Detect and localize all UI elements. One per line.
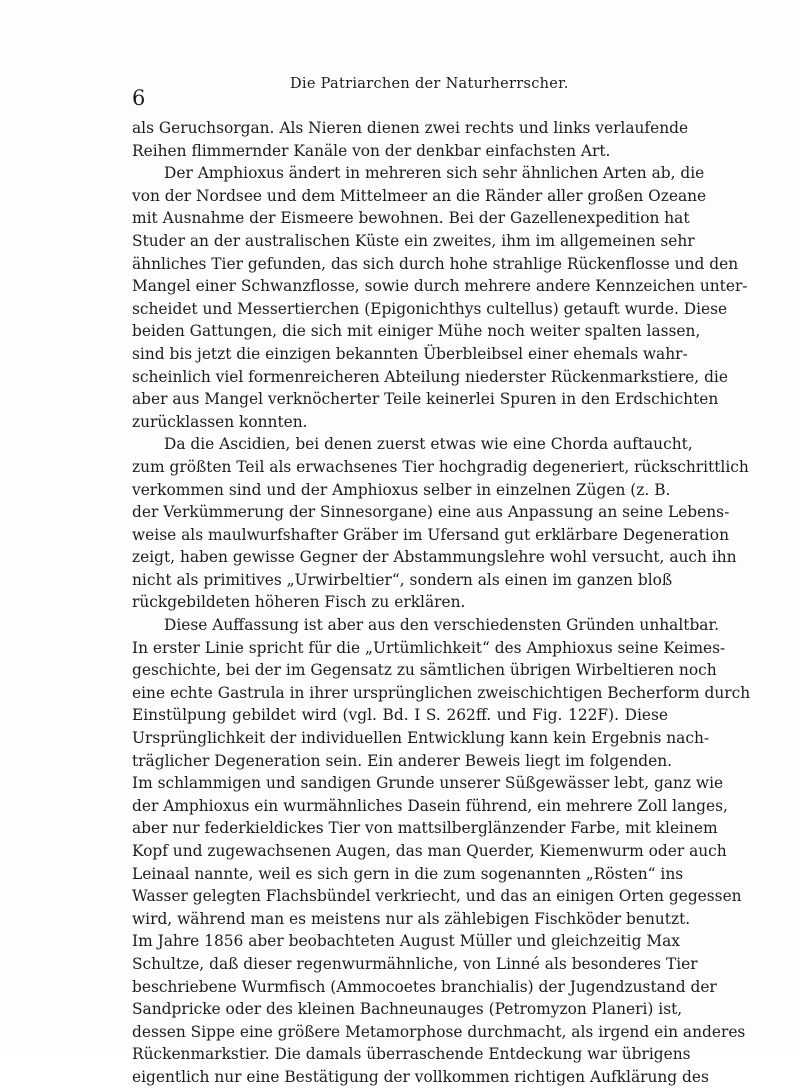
paragraph [132,162,748,433]
text-line: Sandpricke oder des kleinen Bachneunauges (Petromyzon Planeri) ist, [132,1000,683,1019]
text-line: In erster Linie spricht für die „Urtümlichkeit“ des Amphioxus seine Keimes- [132,638,726,657]
text-line: Ursprünglichkeit der individuellen Entwicklung kann kein Ergebnis nach- [132,729,710,748]
text-line: weise als maulwurfshafter Gräber im Ufersand gut erklärbare Degeneration [132,525,729,544]
text-line: Mangel einer Schwanzflosse, sowie durch mehrere andere Kennzeichen unter- [132,277,748,296]
text-line: verkommen sind und der Amphioxus selber in einzelnen Zügen (z. B. [132,480,671,499]
text-line: Reihen flimmernder Kanäle von der denkbar einfachsten Art. [132,141,611,160]
body-text [132,117,751,1089]
text-line: Schultze, daß dieser regenwurmähnliche, von Linné als besonderes Tier [132,954,698,973]
text-line: sind bis jetzt die einzigen bekannten Überbleibsel einer ehemals wahr- [132,344,688,363]
text-line: rückgebildeten höheren Fisch zu erklären. [132,593,466,612]
text-line: Der Amphioxus ändert in mehreren sich sehr ähnlichen Arten ab, die [164,164,705,183]
text-line: nicht als primitives „Urwirbeltier“, sondern als einen im ganzen bloß [132,570,673,589]
text-line: träglicher Degeneration sein. Ein anderer Beweis liegt im folgenden. [132,751,673,770]
text-line: eigentlich nur eine Bestätigung der vollkommen richtigen Aufklärung des [132,1067,709,1086]
text-line: aber aus Mangel verknöcherter Teile keinerlei Spuren in den Erdschichten [132,390,719,409]
text-line: scheinlich viel formenreicheren Abteilung niederster Rückenmarkstiere, die [132,367,728,386]
text-line: Rückenmarkstier. Die damals überraschende Entdeckung war übrigens [132,1045,691,1064]
text-line: Im Jahre 1856 aber beobachteten August Müller und gleichzeitig Max [132,932,680,951]
text-line: Kopf und zugewachsenen Augen, das man Querder, Kiemenwurm oder auch [132,842,727,860]
text-line: aber nur federkieldickes Tier von mattsilberglänzender Farbe, mit kleinem [132,819,718,838]
page-number: 6 [132,86,146,110]
text-line: der Amphioxus ein wurmähnliches Dasein führend, ein mehrere Zoll langes, [132,796,728,815]
paragraph [132,614,751,1088]
text-line: zeigt, haben gewisse Gegner der Abstammungslehre wohl versucht, auch ihn [132,548,737,567]
text-line: Wasser gelegten Flachsbündel verkriecht, und das an einigen Orten gegessen [132,887,742,906]
text-line: mit Ausnahme der Eismeere bewohnen. Bei der Gazellenexpedition hat [132,209,690,228]
text-line: beschriebene Wurmfisch (Ammocoetes branchialis) der Jugendzustand der [132,977,717,996]
text-line: scheidet und Messertierchen (Epigonichthys cultellus) getauft wurde. Diese [132,299,728,318]
text-line: beiden Gattungen, die sich mit einiger Mühe noch weiter spalten lassen, [132,322,701,341]
text-line: zurücklassen konnten. [132,412,308,431]
text-line: Studer an der australischen Küste ein zweites, ihm im allgemeinen sehr [132,231,695,250]
text-line: als Geruchsorgan. Als Nieren dienen zwei rechts und links verlaufende [132,119,689,137]
text-line: eine echte Gastrula in ihrer ursprünglichen zweischichtigen Becherform durch [132,683,751,702]
text-line: Einstülpung gebildet wird (vgl. Bd. I S. 262ff. und Fig. 122F). Diese [132,706,668,725]
text-line: der Verkümmerung der Sinnesorgane) eine aus Anpassung an seine Lebens- [132,503,730,522]
text-line: wird, während man es meistens nur als zählebigen Fischköder benutzt. [132,909,691,928]
text-line: Da die Ascidien, bei denen zuerst etwas wie eine Chorda auftaucht, [164,435,693,454]
paragraph [132,433,749,614]
text-line: Diese Auffassung ist aber aus den verschiedensten Gründen unhaltbar. [164,616,720,635]
text-line: zum größten Teil als erwachsenes Tier hochgradig degeneriert, rückschrittlich [132,457,749,476]
running-head: Die Patriarchen der Naturherrscher. [290,76,569,92]
text-line: Im schlammigen und sandigen Grunde unserer Süßgewässer lebt, ganz wie [132,774,724,793]
paragraph [132,117,689,162]
text-line: dessen Sippe eine größere Metamorphose durchmacht, als irgend ein anderes [132,1022,746,1041]
text-line: ähnliches Tier gefunden, das sich durch hohe strahlige Rückenflosse und den [132,254,739,273]
text-line: von der Nordsee und dem Mittelmeer an die Ränder aller großen Ozeane [132,186,707,205]
text-line: Leinaal nannte, weil es sich gern in die zum sogenannten „Rösten“ ins [132,864,684,883]
text-line: geschichte, bei der im Gegensatz zu sämtlichen übrigen Wirbeltieren noch [132,661,717,680]
